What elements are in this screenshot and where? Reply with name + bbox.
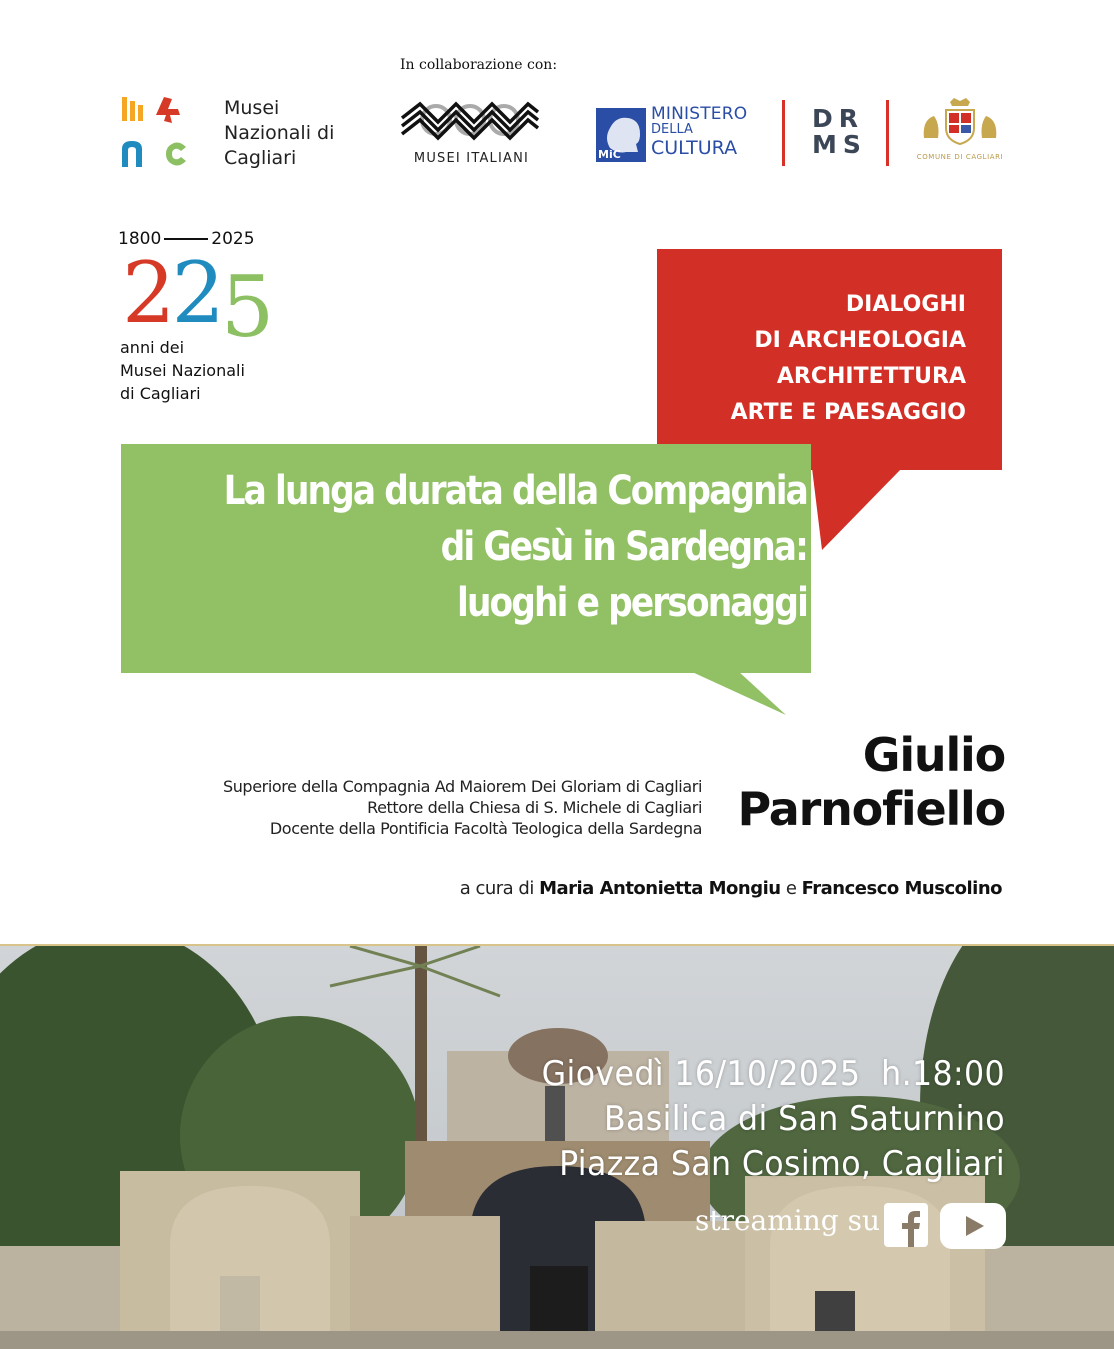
- musei-nazionali-cagliari-logo-text: [224, 96, 334, 171]
- year-start: 1800: [118, 229, 162, 249]
- streaming-label: streaming su: [694, 1204, 880, 1237]
- logo-separator: [886, 100, 889, 166]
- speaker-first-name: Giulio: [862, 728, 1005, 782]
- mnc-line3: Cagliari: [224, 147, 297, 169]
- speaker-roles: [60, 776, 702, 839]
- comune-label: COMUNE DI CAGLIARI: [916, 153, 1004, 161]
- series-title: [680, 287, 966, 431]
- anniversary-line3: di Cagliari: [120, 384, 201, 403]
- talk-title: [121, 463, 807, 631]
- talk-title-line1: La lunga durata della Compagnia: [223, 468, 808, 514]
- speaker-name: [700, 728, 1005, 836]
- speaker-role: Docente della Pontificia Facoltà Teologica della Sardegna: [269, 819, 702, 838]
- ministero-line3: CULTURA: [651, 137, 738, 159]
- youtube-play-icon: [940, 1203, 1006, 1249]
- digit-2: 2: [171, 244, 221, 342]
- ministero-cultura-text: [651, 106, 747, 158]
- anniversary-line1: anni dei: [120, 338, 185, 357]
- talk-title-line2: di Gesù in Sardegna:: [440, 524, 807, 570]
- year-end: 2025: [211, 229, 255, 249]
- anniversary-line2: Musei Nazionali: [120, 361, 245, 380]
- mnc-logo-icon: [120, 95, 192, 167]
- youtube-icon[interactable]: [940, 1203, 1006, 1249]
- curators-prefix: a cura di: [459, 878, 534, 899]
- musei-italiani-wave-icon: [400, 98, 540, 142]
- drms-logo: [812, 106, 867, 158]
- curator-name: Maria Antonietta Mongiu: [539, 878, 781, 899]
- drms-line1: DR: [812, 104, 865, 133]
- drms-line2: MS: [812, 130, 867, 159]
- mnc-line1: Musei: [224, 97, 280, 119]
- talk-bubble-tail: [690, 671, 790, 717]
- curators-joiner: e: [785, 878, 797, 899]
- year-dash: [164, 238, 208, 240]
- comune-crest-icon: [918, 98, 1002, 148]
- collaboration-label: In collaborazione con:: [400, 57, 558, 73]
- series-line3: ARCHITETTURA: [776, 364, 966, 389]
- series-bubble-tail: [812, 468, 902, 550]
- ministero-line1: MINISTERO: [651, 104, 748, 124]
- speaker-role: Superiore della Compagnia Ad Maiorem Dei Gloriam di Cagliari: [222, 777, 702, 796]
- mic-mark-label: MiC: [598, 148, 621, 161]
- series-line4: ARTE E PAESAGGIO: [730, 400, 966, 425]
- facebook-glyph-icon: [884, 1203, 928, 1247]
- anniversary-caption: [120, 336, 245, 405]
- curator-name: Francesco Muscolino: [801, 878, 1002, 899]
- mic-logo-icon: [596, 108, 646, 162]
- talk-title-line3: luoghi e personaggi: [457, 580, 807, 626]
- musei-italiani-label: MUSEI ITALIANI: [413, 151, 530, 166]
- facebook-icon[interactable]: [884, 1203, 928, 1247]
- digit-3: 5: [220, 258, 271, 356]
- event-details: [517, 1052, 1005, 1187]
- ministero-line2: DELLA: [651, 122, 693, 137]
- digit-1: 2: [122, 244, 172, 342]
- mnc-line2: Nazionali di: [224, 122, 335, 144]
- event-datetime: Giovedì 16/10/2025 h.18:00: [541, 1054, 1005, 1094]
- speaker-last-name: Parnofiello: [737, 782, 1005, 836]
- speaker-role: Rettore della Chiesa di S. Michele di Cagliari: [367, 798, 702, 817]
- curators-line: [300, 878, 1002, 899]
- event-address: Piazza San Cosimo, Cagliari: [559, 1144, 1005, 1184]
- series-line1: DIALOGHI: [845, 292, 966, 317]
- series-line2: DI ARCHEOLOGIA: [754, 328, 966, 353]
- logo-separator: [782, 100, 785, 166]
- event-venue: Basilica di San Saturnino: [603, 1099, 1005, 1139]
